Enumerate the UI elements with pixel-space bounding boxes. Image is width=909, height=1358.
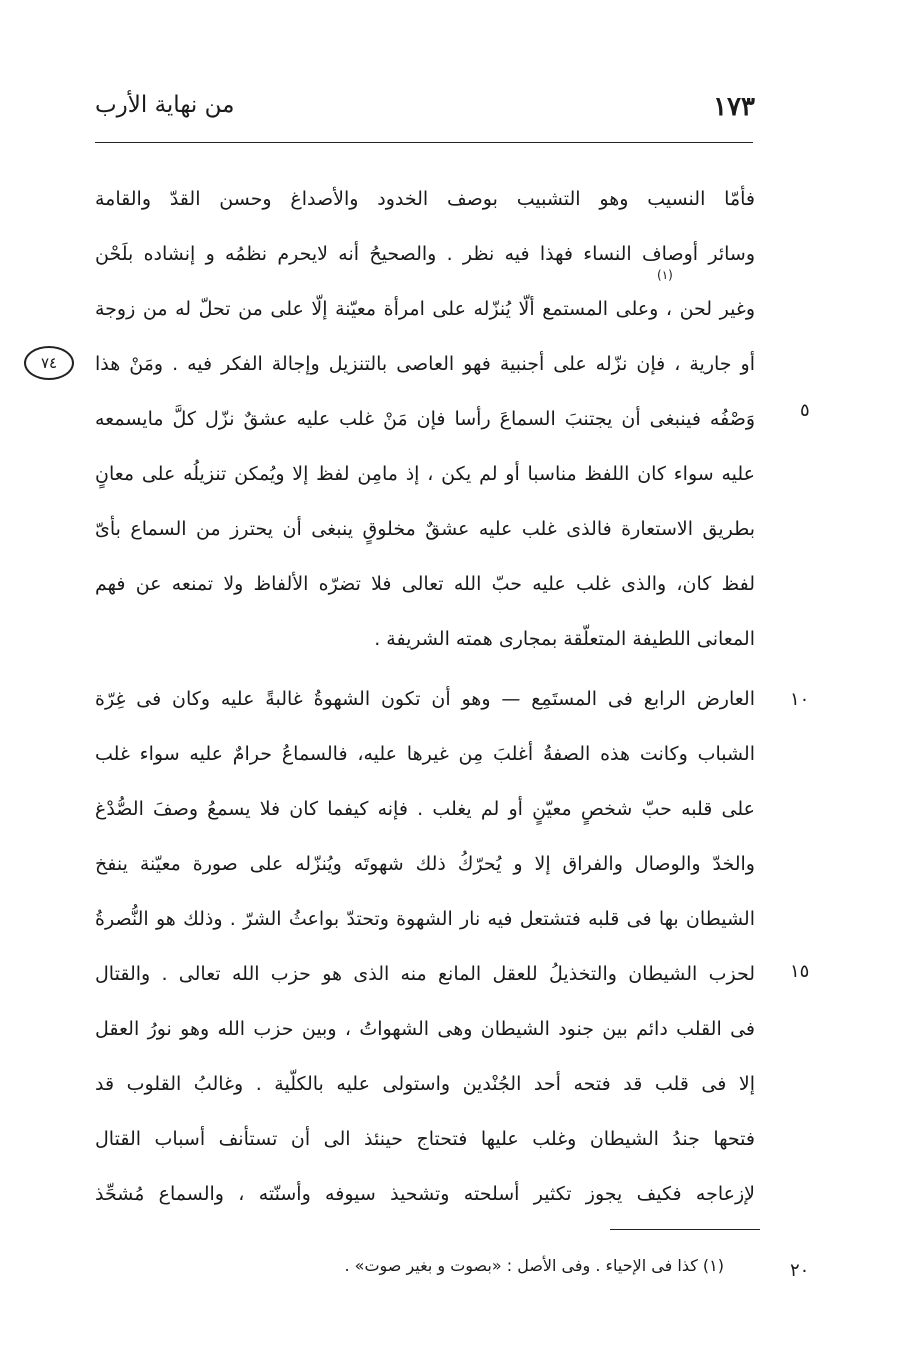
text-line: الشيطان بها فى قلبه فتشتعل فيه نار الشهوة وتحتدّ بواعثُ الشرّ . وذلك هو النُّصرةُ bbox=[95, 908, 755, 930]
footnote-reference: (١) bbox=[657, 268, 673, 282]
text-line: فأمّا النسيب وهو التشبيب بوصف الخدود والأصداغ وحسن القدّ والقامة bbox=[95, 188, 755, 210]
footnote-rule bbox=[610, 1229, 760, 1230]
text-line: المعانى اللطيفة المتعلّقة بمجارى همته الشريفة . bbox=[374, 628, 755, 650]
line-number-15: ١٥ bbox=[790, 961, 810, 982]
text-line: لفظ كان، والذى غلب عليه حبّ الله تعالى فلا تضرّه الألفاظ ولا تمنعه عن فهم bbox=[95, 573, 755, 595]
text-line: لحزب الشيطان والتخذيلُ للعقل المانع منه الذى هو حزب الله تعالى . والقتال bbox=[95, 963, 755, 985]
text-line: عليه سواء كان اللفظ مناسبا أو لم يكن ، إذ مامِن لفظ إلا ويُمكن تنزيلُه على معانٍ bbox=[95, 463, 755, 485]
text-line: أو جارية ، فإن نزّله على أجنبية فهو العاصى بالتنزيل وإجالة الفكر فيه . ومَنْ هذا bbox=[95, 353, 755, 375]
text-line: لإزعاجه فكيف يجوز تكثير أسلحته وتشحيذ سيوفه وأسنّته ، والسماع مُشحِّذ bbox=[95, 1183, 755, 1205]
text-line: فتحها جندُ الشيطان وغلب عليها فتحتاج حينئذ الى أن تستأنف أسباب القتال bbox=[95, 1128, 755, 1150]
side-page-mark-number: ٧٤ bbox=[40, 354, 58, 372]
text-line: العارض الرابع فى المستَمِع — وهو أن تكون الشهوةُ غالبةً عليه وكان فى غِرّة bbox=[95, 688, 755, 710]
paragraph-nasib bbox=[95, 172, 755, 667]
text-line: وَصْفُه فينبغى أن يجتنبَ السماعَ رأسا فإن مَنْ غلب عليه عشقٌ نزّل كلَّ مايسمعه bbox=[95, 408, 755, 430]
text-line: وسائر أوصاف النساء فهذا فيه نظر . والصحيحُ أنه لايحرم نظمُه و إنشاده بلَحْن bbox=[95, 243, 755, 265]
paragraph-fourth-cause bbox=[95, 672, 755, 1222]
text-line: بطريق الاستعارة فالذى غلب عليه عشقٌ مخلوقٍ ينبغى أن يحترز من السماع بأىّ bbox=[95, 518, 755, 540]
header-rule bbox=[95, 142, 753, 143]
page-number: ١٧٣ bbox=[713, 92, 755, 122]
text-line: والخدّ والوصال والفراق إلا و يُحرّكُ ذلك شهوتَه ويُنزّله على صورة معيّنة ينفخ bbox=[95, 853, 755, 875]
text-line: فى القلب دائم بين جنود الشيطان وهى الشهواتُ ، وبين حزب الله وهو نورُ العقل bbox=[95, 1018, 755, 1040]
text-line: الشباب وكانت هذه الصفةُ أغلبَ مِن غيرها عليه، فالسماعُ حرامٌ عليه سواء غلب bbox=[95, 743, 755, 765]
side-page-mark bbox=[24, 346, 74, 380]
line-number-10: ١٠ bbox=[790, 689, 810, 710]
running-title: من نهاية الأرب bbox=[95, 92, 235, 118]
text-line: إلا فى قلب قد فتحه أحد الجُنْدين واستولى عليه بالكلّية . وغالبُ القلوب قد bbox=[95, 1073, 755, 1095]
footnote: (١) كذا فى الإحياء . وفى الأصل : «بصوت و بغير صوت» . bbox=[344, 1256, 724, 1275]
text-line: على قلبه حبّ شخصٍ معيّنٍ أو لم يغلب . فإنه كيفما كان فلا يسمعُ وصفَ الصُّدْغ bbox=[95, 798, 755, 820]
page-header bbox=[95, 92, 755, 134]
line-number-20: ٢٠ bbox=[790, 1260, 810, 1281]
line-number-5: ٥ bbox=[800, 400, 810, 421]
text-line: وغير لحن ، وعلى المستمع ألّا يُنزّله على امرأة معيّنة إلّا على من تحلّ له من زوجة bbox=[95, 298, 755, 320]
